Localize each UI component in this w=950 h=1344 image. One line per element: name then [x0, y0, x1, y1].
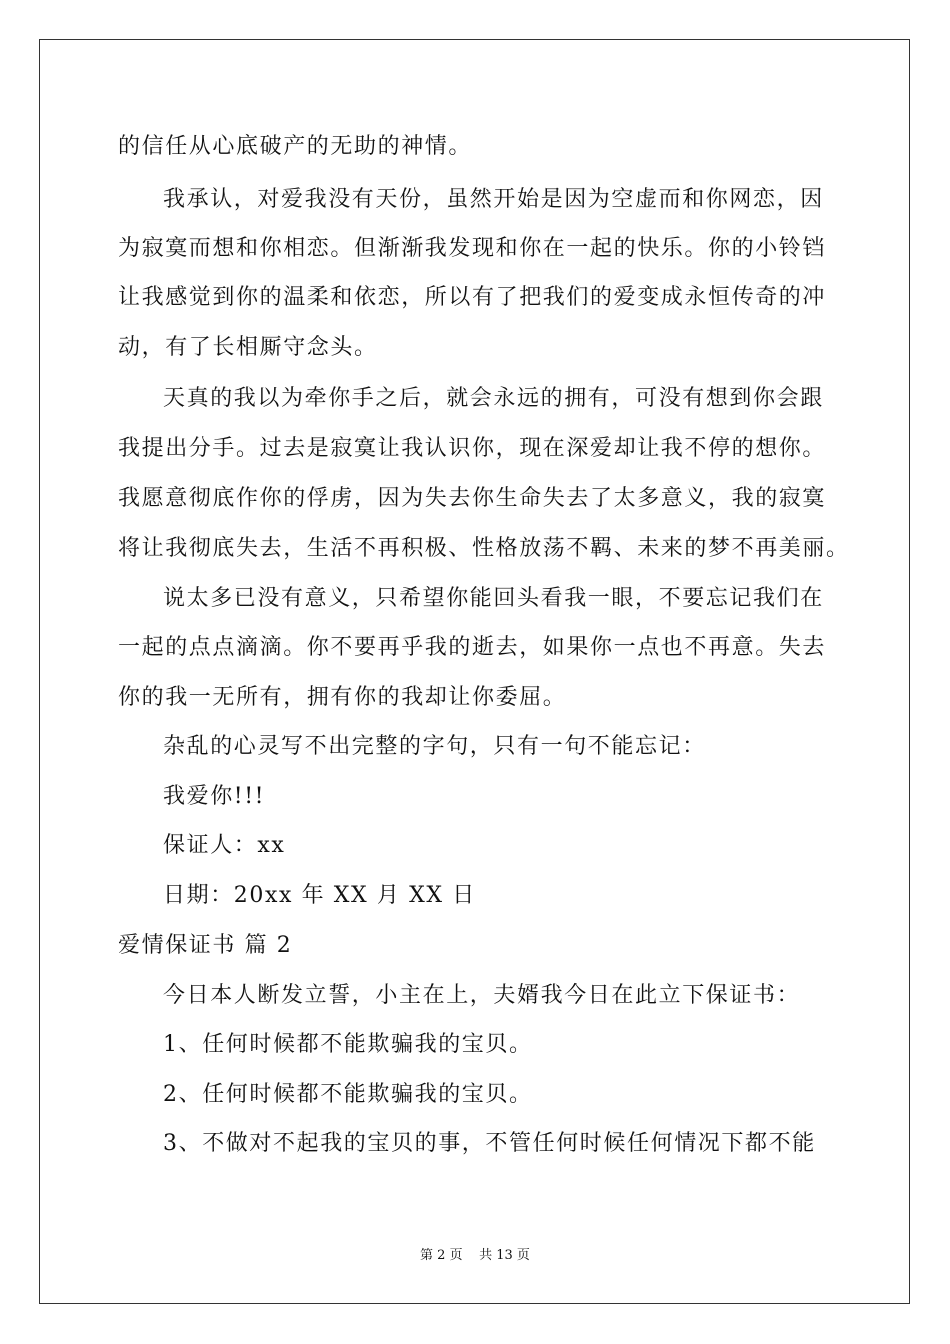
- page-border: [39, 39, 910, 1304]
- list-item: 2、任何时候都不能欺骗我的宝贝。: [163, 1082, 533, 1107]
- body-line: 我爱你!!!: [163, 784, 266, 809]
- page-number: 第 2 页: [420, 1248, 463, 1263]
- list-item: 1、任何时候都不能欺骗我的宝贝。: [163, 1032, 533, 1057]
- body-line: 我承认，对爱我没有天份，虽然开始是因为空虚而和你网恋，因: [163, 187, 824, 212]
- signatory-line: 保证人：xx: [163, 833, 286, 858]
- body-line: 的信任从心底破产的无助的神情。: [118, 134, 473, 159]
- body-line: 将让我彻底失去，生活不再积极、性格放荡不羁、未来的梦不再美丽。: [118, 536, 850, 561]
- list-item: 3、不做对不起我的宝贝的事，不管任何时候任何情况下都不能: [163, 1131, 816, 1156]
- body-line: 为寂寞而想和你相恋。但渐渐我发现和你在一起的快乐。你的小铃铛: [118, 236, 827, 261]
- section-heading: 爱情保证书 篇 2: [118, 933, 293, 958]
- body-line: 一起的点点滴滴。你不要再乎我的逝去，如果你一点也不再意。失去: [118, 635, 827, 660]
- body-line: 你的我一无所有，拥有你的我却让你委屈。: [118, 685, 567, 710]
- date-line: 日期：20xx 年 XX 月 XX 日: [163, 883, 476, 908]
- body-line: 我愿意彻底作你的俘虏，因为失去你生命失去了太多意义，我的寂寞: [118, 486, 827, 511]
- body-line: 杂乱的心灵写不出完整的字句，只有一句不能忘记：: [163, 734, 706, 759]
- body-line: 我提出分手。过去是寂寞让我认识你，现在深爱却让我不停的想你。: [118, 436, 827, 461]
- body-line: 今日本人断发立誓，小主在上，夫婿我今日在此立下保证书：: [163, 983, 801, 1008]
- body-line: 动，有了长相厮守念头。: [118, 335, 378, 360]
- body-line: 说太多已没有意义，只希望你能回头看我一眼，不要忘记我们在: [163, 586, 824, 611]
- body-line: 天真的我以为牵你手之后，就会永远的拥有，可没有想到你会跟: [163, 386, 824, 411]
- page-total: 共 13 页: [479, 1248, 530, 1263]
- page-footer: [0, 1247, 950, 1265]
- body-line: 让我感觉到你的温柔和依恋，所以有了把我们的爱变成永恒传奇的冲: [118, 285, 827, 310]
